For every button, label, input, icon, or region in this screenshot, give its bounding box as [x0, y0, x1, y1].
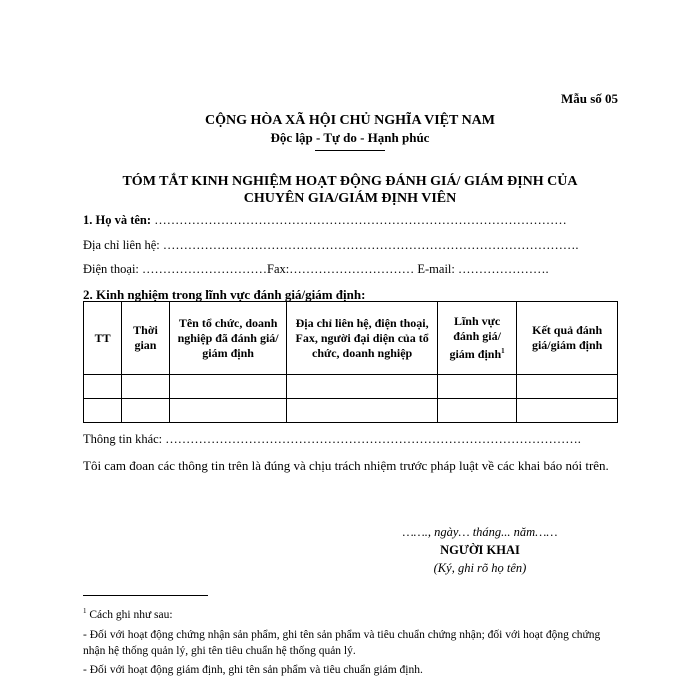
signature-date-line: ……., ngày… tháng... năm…… — [402, 525, 558, 539]
signature-block — [375, 523, 585, 577]
table-cell[interactable] — [517, 375, 618, 399]
address-label: Địa chỉ liên hệ: — [83, 238, 160, 252]
footnote-mark: 1 — [83, 607, 87, 615]
footnote-divider — [83, 595, 208, 596]
contact-field-row — [83, 262, 549, 277]
experience-section-title: 2. Kinh nghiệm trong lĩnh vực đánh giá/giám định: — [83, 287, 366, 302]
email-blank[interactable]: …………………. — [454, 262, 549, 276]
experience-table — [83, 301, 618, 423]
table-cell[interactable] — [84, 399, 122, 423]
other-info-label: Thông tin khác: — [83, 432, 163, 446]
document-title — [100, 173, 600, 207]
name-label: 1. Họ và tên: — [83, 213, 152, 227]
column-header-result: Kết quả đánh giá/giám định — [517, 302, 618, 375]
table-cell[interactable] — [122, 375, 170, 399]
table-row — [84, 375, 618, 399]
document-title-line-2: CHUYÊN GIA/GIÁM ĐỊNH VIÊN — [243, 191, 457, 206]
column-header-field-text: Lĩnh vực đánh giá/ giám định — [449, 314, 502, 361]
table-cell[interactable] — [437, 375, 516, 399]
table-cell[interactable] — [84, 375, 122, 399]
table-row — [84, 399, 618, 423]
footnote-item-1: - Đối với hoạt động chứng nhận sản phẩm, ghi tên sản phẩm và tiêu chuẩn chứng nhận; đối với hoạt động chứng nhận hệ thống quản lý, ghi tên tiêu chuẩn hệ thống quản lý. — [83, 629, 601, 657]
fax-label: Fax: — [267, 262, 290, 276]
table-cell[interactable] — [169, 399, 287, 423]
table-cell[interactable] — [169, 375, 287, 399]
signature-declarant: NGƯỜI KHAI — [440, 543, 520, 557]
column-header-organization: Tên tổ chức, doanh nghiệp đã đánh giá/ giám định — [169, 302, 287, 375]
footnote-item-2: - Đối với hoạt động giám định, ghi tên sản phẩm và tiêu chuẩn giám định. — [83, 664, 423, 676]
phone-label: Điện thoại: — [83, 262, 139, 276]
table-cell[interactable] — [287, 375, 437, 399]
form-number: Mẫu số 05 — [560, 91, 618, 106]
table-cell[interactable] — [122, 399, 170, 423]
document-title-line-1: TÓM TẮT KINH NGHIỆM HOẠT ĐỘNG ĐÁNH GIÁ/ GIÁM ĐỊNH CỦA — [122, 174, 578, 189]
table-cell[interactable] — [517, 399, 618, 423]
email-label: E-mail: — [417, 262, 455, 276]
other-info-field — [83, 432, 581, 447]
fax-blank[interactable]: ………………………… — [289, 262, 418, 276]
column-header-contact: Địa chỉ liên hệ, điện thoại, Fax, người đại diện của tổ chức, doanh nghiệp — [287, 302, 437, 375]
name-field — [83, 213, 567, 228]
motto-divider — [315, 150, 385, 151]
column-header-time: Thời gian — [122, 302, 170, 375]
name-blank[interactable]: ……………………………………………………………………………………… — [151, 213, 567, 227]
signature-instruction: (Ký, ghi rõ họ tên) — [433, 561, 527, 575]
other-info-blank[interactable]: ………………………………………………………………………………………. — [162, 432, 581, 446]
address-blank[interactable]: ………………………………………………………………………………………. — [159, 238, 579, 252]
republic-title: CỘNG HÒA XÃ HỘI CHỦ NGHĨA VIỆT NAM — [204, 113, 495, 128]
table-header-row — [84, 302, 618, 375]
motto: Độc lập - Tự do - Hạnh phúc — [270, 130, 430, 145]
footnote-ref-mark: 1 — [501, 347, 505, 355]
address-field — [83, 238, 578, 253]
footnote-heading — [83, 603, 623, 623]
column-header-tt: TT — [84, 302, 122, 375]
table-cell[interactable] — [437, 399, 516, 423]
commitment-statement: Tôi cam đoan các thông tin trên là đúng và chịu trách nhiệm trước pháp luật về các khai báo nói trên. — [83, 458, 609, 473]
table-cell[interactable] — [287, 399, 437, 423]
phone-blank[interactable]: ………………………… — [138, 262, 268, 276]
column-header-field — [437, 302, 516, 375]
footnote-heading-text: Cách ghi như sau: — [86, 608, 173, 621]
